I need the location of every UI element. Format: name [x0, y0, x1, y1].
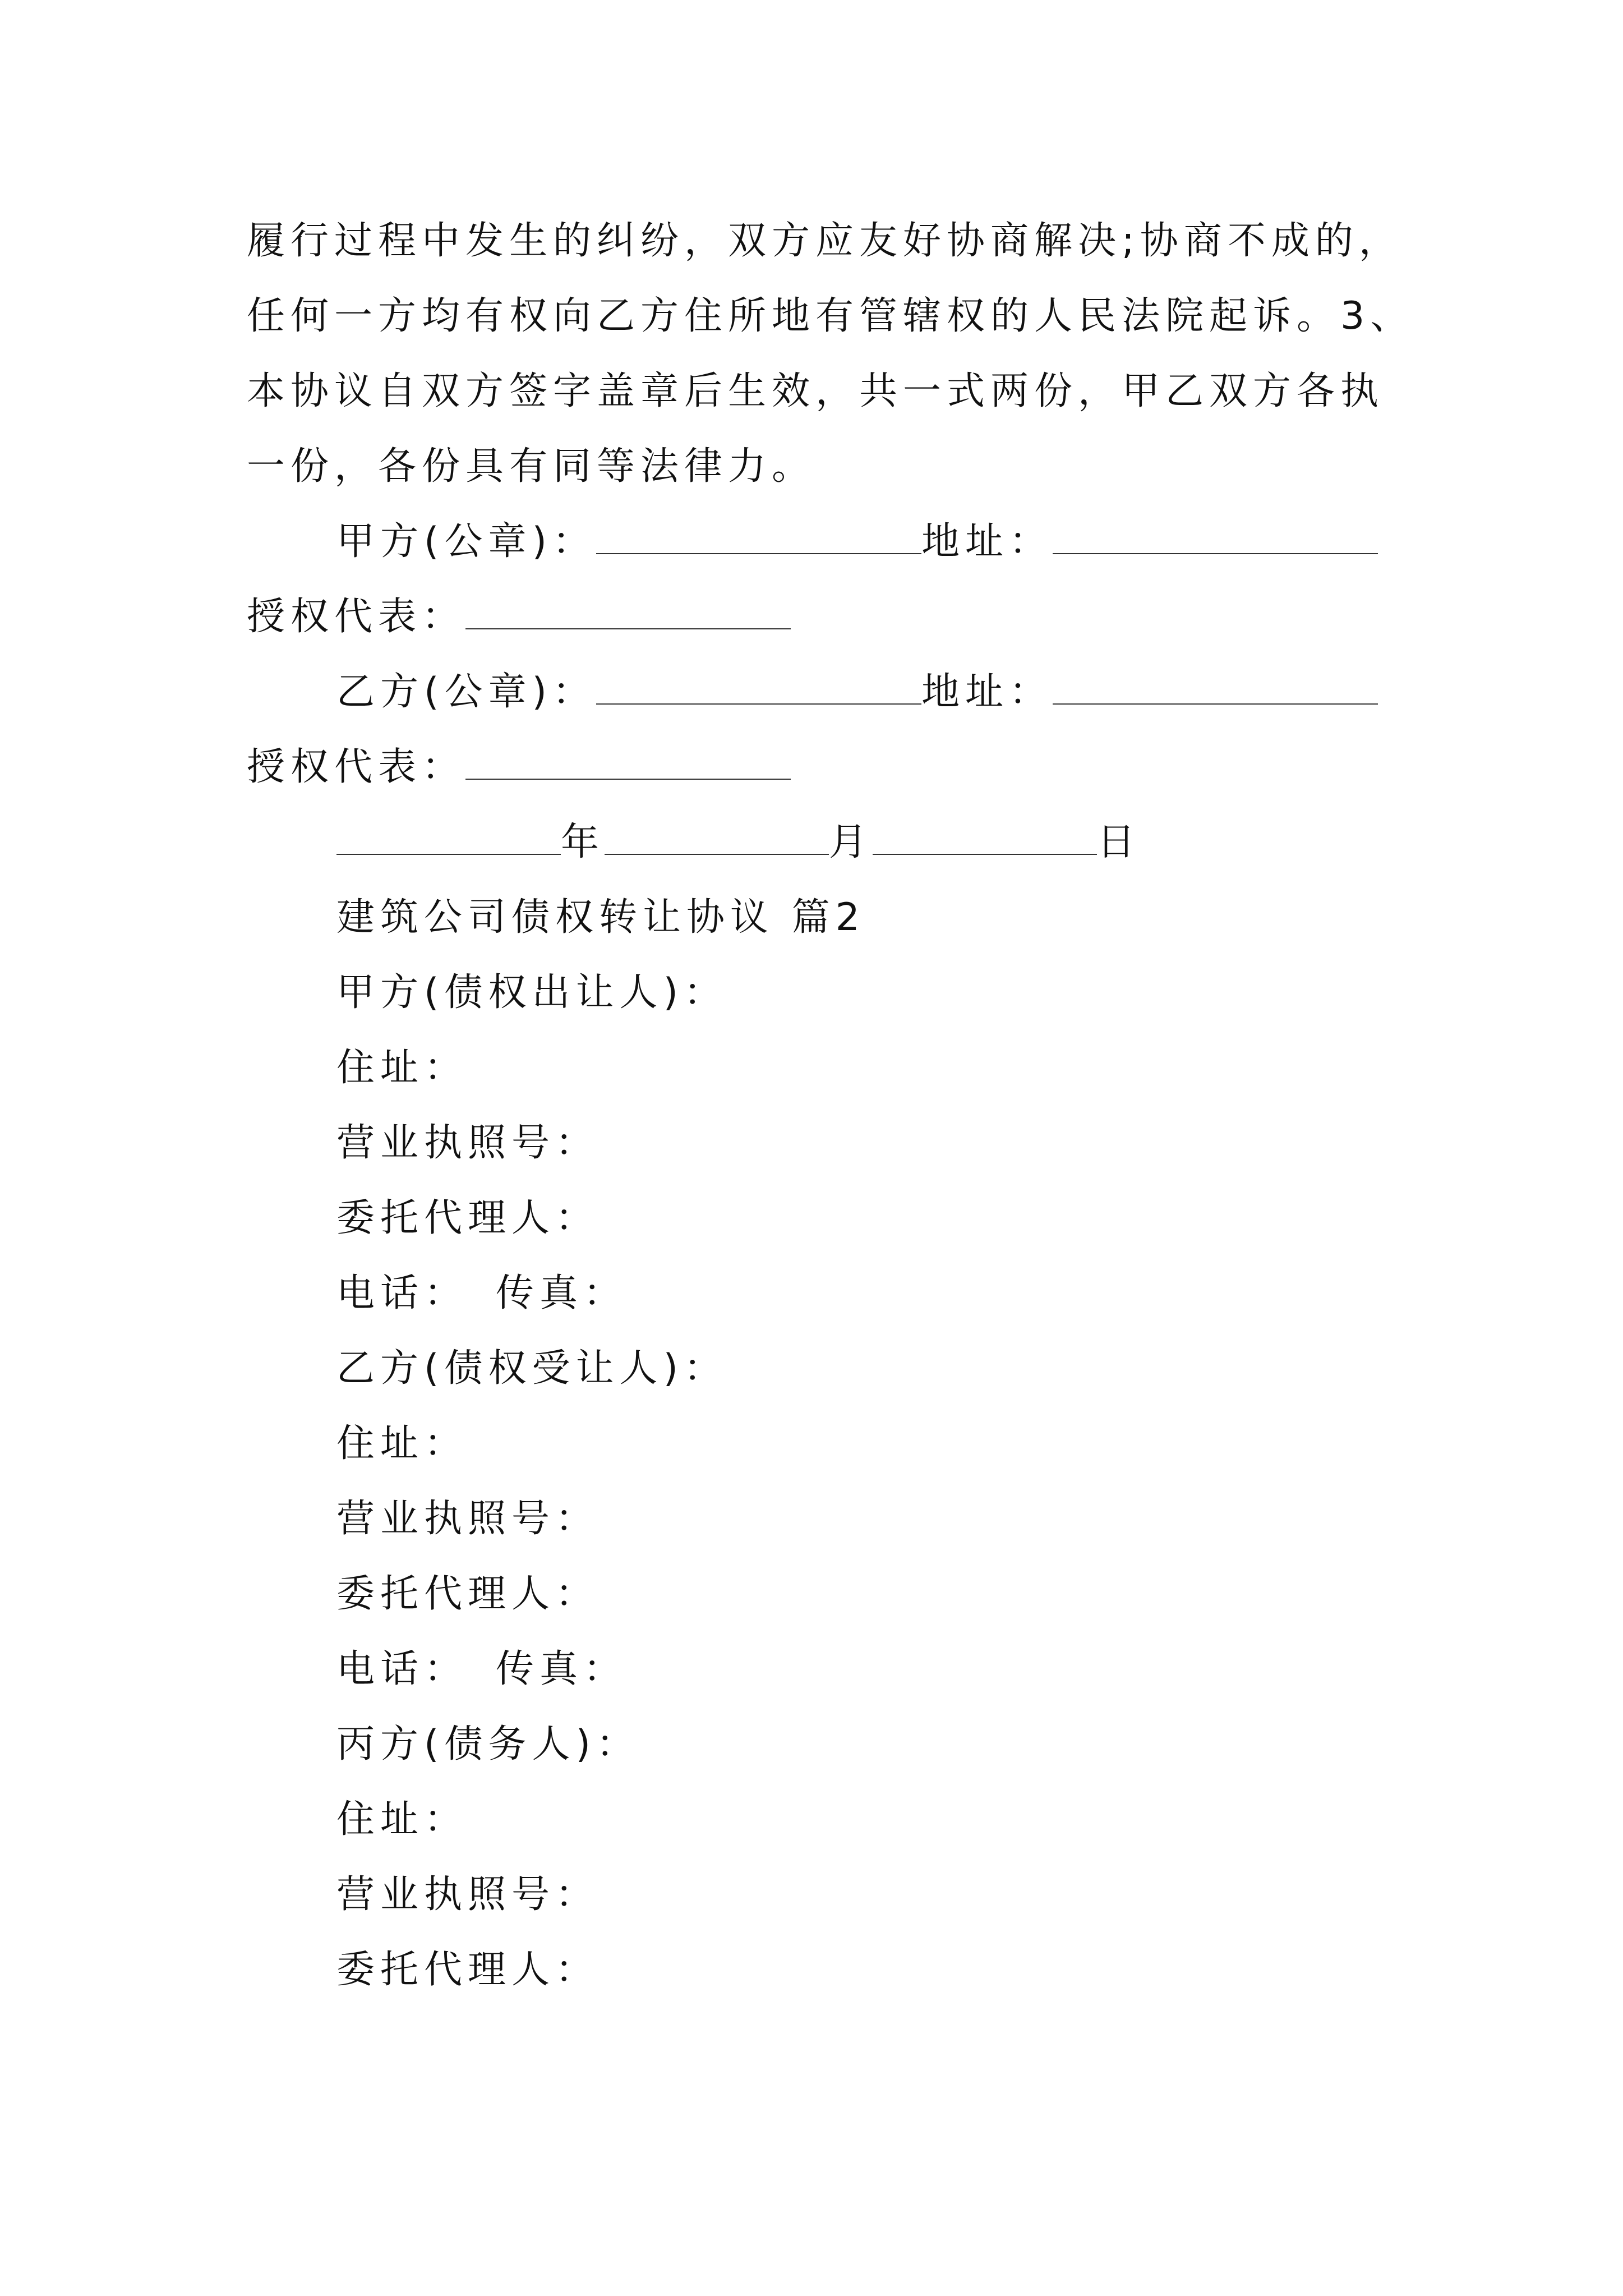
phone-fax-row: [336, 1641, 627, 1697]
party-b-seal-label: 乙方(公章)：: [336, 670, 597, 714]
party-b-label: 乙方(债权受让人)：: [336, 1346, 728, 1391]
year-field[interactable]: [336, 819, 561, 855]
month-field[interactable]: [605, 819, 829, 855]
rep-label: 授权代表：: [247, 595, 466, 639]
party-a-seal-field[interactable]: [596, 518, 921, 554]
day-field[interactable]: [873, 819, 1097, 855]
body-line: 本协议自双方签字盖章后生效，共一式两份，甲乙双方各执: [247, 369, 1385, 413]
residence-label: 住址：: [336, 1046, 468, 1090]
phone-fax-row: [336, 1266, 627, 1322]
party-c-label: 丙方(债务人)：: [336, 1722, 640, 1766]
body-line: 履行过程中发生的纠纷，双方应友好协商解决;协商不成的，: [247, 219, 1403, 263]
address-label: 地址：: [921, 670, 1053, 714]
phone-label: 电话：: [336, 1647, 468, 1691]
address-label: 地址：: [921, 519, 1053, 564]
residence-label: 住址：: [336, 1797, 468, 1842]
fax-label: 传真：: [496, 1647, 628, 1691]
party-b-rep-row: [247, 739, 791, 795]
agent-label: 委托代理人：: [336, 1572, 600, 1616]
license-label: 营业执照号：: [336, 1872, 600, 1917]
party-b-seal-row: [336, 664, 1378, 720]
rep-label: 授权代表：: [247, 745, 466, 789]
phone-label: 电话：: [336, 1271, 468, 1315]
party-a-address-field[interactable]: [1053, 518, 1378, 554]
fax-label: 传真：: [496, 1271, 628, 1315]
month-label: 月: [829, 820, 873, 864]
party-a-seal-label: 甲方(公章)：: [336, 519, 597, 564]
party-b-address-field[interactable]: [1053, 669, 1378, 705]
party-a-rep-field[interactable]: [465, 593, 791, 629]
body-line: 任何一方均有权向乙方住所地有管辖权的人民法院起诉。3、: [247, 294, 1414, 338]
section-title: 建筑公司债权转让协议 篇2: [336, 895, 865, 940]
license-label: 营业执照号：: [336, 1497, 600, 1541]
party-a-rep-row: [247, 589, 791, 645]
residence-label: 住址：: [336, 1421, 468, 1466]
party-b-seal-field[interactable]: [596, 669, 921, 705]
license-label: 营业执照号：: [336, 1121, 600, 1165]
agent-label: 委托代理人：: [336, 1948, 600, 1992]
date-row: [336, 815, 1141, 871]
year-label: 年: [561, 820, 605, 864]
party-a-seal-row: [336, 514, 1378, 570]
party-b-rep-field[interactable]: [465, 744, 791, 780]
day-label: 日: [1097, 820, 1141, 864]
body-line: 一份，各份具有同等法律力。: [247, 444, 816, 489]
agent-label: 委托代理人：: [336, 1196, 600, 1240]
party-a-label: 甲方(债权出让人)：: [336, 970, 728, 1015]
